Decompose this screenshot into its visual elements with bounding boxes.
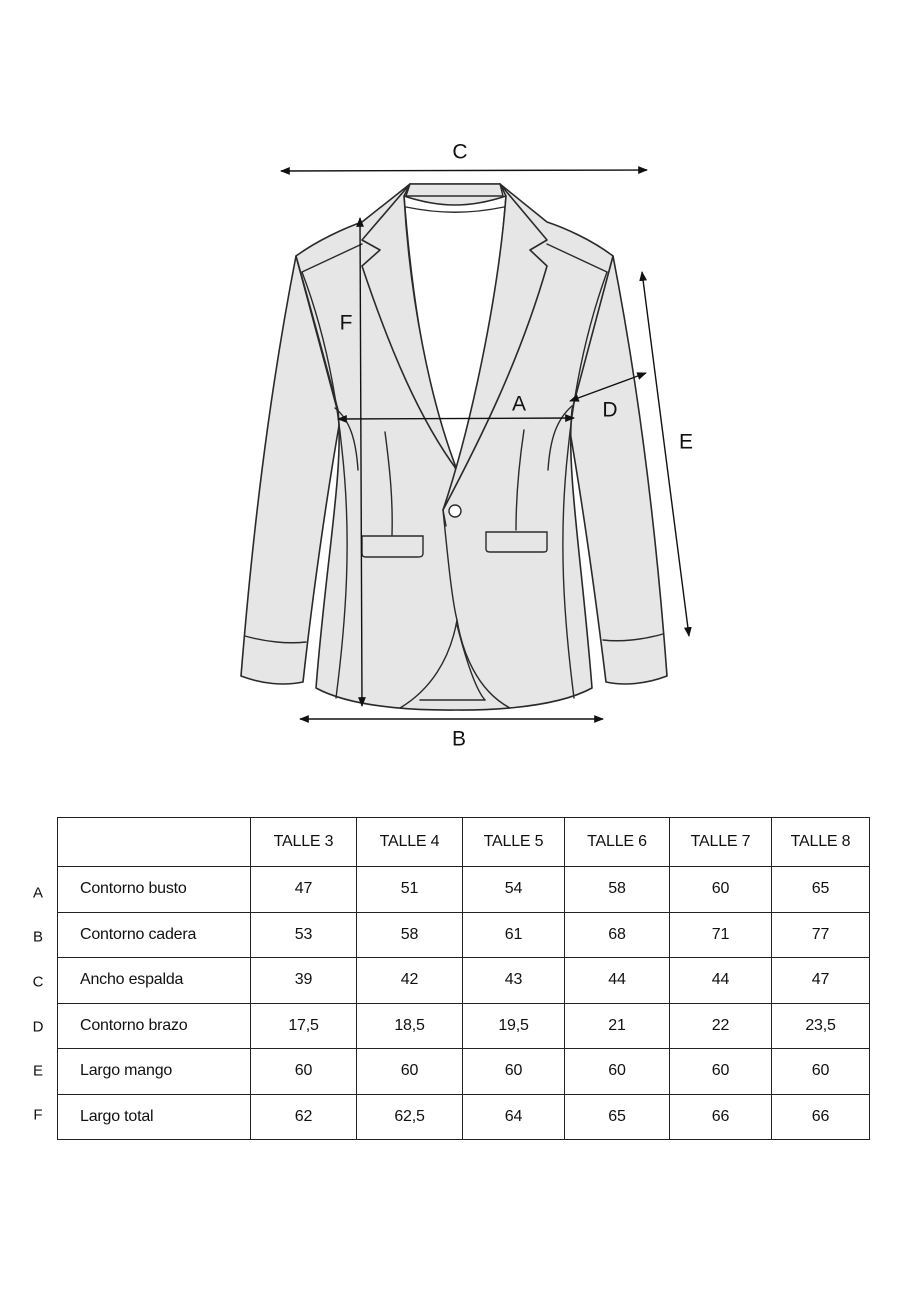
measure-c-arrow: [281, 170, 647, 171]
header-row: [58, 818, 870, 867]
table-cell: 64: [463, 1094, 565, 1140]
label-b: B: [451, 727, 467, 751]
table-cell: 47: [251, 867, 357, 913]
table-cell: 53: [251, 912, 357, 958]
row-letter-e: E: [32, 1062, 44, 1080]
table-cell: 66: [670, 1094, 772, 1140]
table-row: [58, 912, 870, 958]
table-cell: 18,5: [357, 1003, 463, 1049]
table-cell: 19,5: [463, 1003, 565, 1049]
table-cell: 60: [463, 1049, 565, 1095]
table-cell: 58: [357, 912, 463, 958]
table-cell: 60: [251, 1049, 357, 1095]
table-row: [58, 1094, 870, 1140]
row-letter-a: A: [32, 884, 44, 902]
row-letter-c: C: [32, 973, 44, 991]
table-cell: 51: [357, 867, 463, 913]
header-talle-4: TALLE 4: [357, 818, 463, 867]
table-cell: 65: [772, 867, 870, 913]
row-label: Ancho espalda: [58, 958, 251, 1004]
table-cell: 60: [772, 1049, 870, 1095]
right-pocket-flap: [486, 532, 547, 552]
table-row: [58, 1003, 870, 1049]
header-talle-3: TALLE 3: [251, 818, 357, 867]
table-cell: 42: [357, 958, 463, 1004]
table-cell: 44: [565, 958, 670, 1004]
table-cell: 47: [772, 958, 870, 1004]
row-letter-b: B: [32, 928, 44, 946]
table-cell: 61: [463, 912, 565, 958]
table-cell: 17,5: [251, 1003, 357, 1049]
left-pocket-flap: [362, 536, 423, 557]
table-cell: 68: [565, 912, 670, 958]
table-cell: 39: [251, 958, 357, 1004]
table-cell: 60: [670, 1049, 772, 1095]
table-row: [58, 867, 870, 913]
header-talle-5: TALLE 5: [463, 818, 565, 867]
header-talle-6: TALLE 6: [565, 818, 670, 867]
table-cell: 60: [670, 867, 772, 913]
row-label: Contorno cadera: [58, 912, 251, 958]
row-label: Largo mango: [58, 1049, 251, 1095]
label-e: E: [678, 430, 694, 454]
header-talle-7: TALLE 7: [670, 818, 772, 867]
table-cell: 60: [565, 1049, 670, 1095]
header-talle-8: TALLE 8: [772, 818, 870, 867]
table-row: [58, 1049, 870, 1095]
row-label: Contorno brazo: [58, 1003, 251, 1049]
table-cell: 65: [565, 1094, 670, 1140]
size-table: [57, 817, 870, 1140]
table-cell: 43: [463, 958, 565, 1004]
label-f: F: [339, 311, 353, 335]
table-cell: 66: [772, 1094, 870, 1140]
row-label: Contorno busto: [58, 867, 251, 913]
table-cell: 62,5: [357, 1094, 463, 1140]
table-cell: 62: [251, 1094, 357, 1140]
button: [449, 505, 461, 517]
table-cell: 77: [772, 912, 870, 958]
table-cell: 71: [670, 912, 772, 958]
table-cell: 44: [670, 958, 772, 1004]
table-cell: 21: [565, 1003, 670, 1049]
table-cell: 58: [565, 867, 670, 913]
table-cell: 60: [357, 1049, 463, 1095]
table-cell: 54: [463, 867, 565, 913]
label-c: C: [452, 140, 468, 164]
table-cell: 22: [670, 1003, 772, 1049]
row-label: Largo total: [58, 1094, 251, 1140]
table-row: [58, 958, 870, 1004]
row-letter-f: F: [33, 1106, 43, 1124]
table-cell: 23,5: [772, 1003, 870, 1049]
row-letter-d: D: [32, 1018, 44, 1036]
header-blank: [58, 818, 251, 867]
label-d: D: [602, 398, 618, 422]
label-a: A: [511, 392, 527, 416]
